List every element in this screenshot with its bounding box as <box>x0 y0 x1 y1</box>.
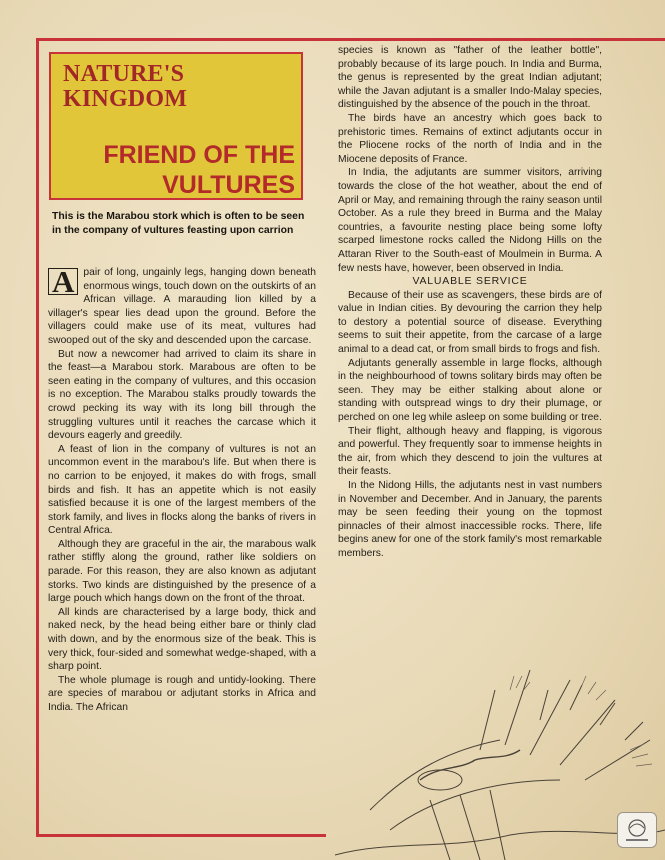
publisher-logo-icon <box>617 812 657 848</box>
stork-sketch-illustration <box>330 630 665 860</box>
paragraph <box>48 266 316 348</box>
paragraph: All kinds are characterised by a large body, thick and naked neck, by the head being either bare or thinly clad with down, and by the enormous size of the beak. This is very thick, four-sided and somewhat wedge-shaped, with a sharp point. <box>48 606 316 673</box>
paragraph: In the Nidong Hills, the adjutants nest in vast numbers in November and December. And in January, the parents may be seen feeding their young on the topmost pinnacles of their almost inaccessible rocks. There, life begins anew for one of the stork family's most remarkable members. <box>338 480 602 559</box>
paragraph: Because of their use as scavengers, these birds are of value in Indian cities. By devouring the carrion they help to destory a potential source of disease. Everything seems to suit their appetite, from the carcase of a large animal to a dead cat, or from small birds to frogs and fish. <box>338 289 602 356</box>
section-title: NATURE'S KINGDOM <box>63 61 188 112</box>
paragraph: In India, the adjutants are summer visitors, arriving towards the close of the hot weather, about the end of April or May, and remaining through the rainy season until October. As a rule they breed in Burma and the Malay countries, a favourite nesting place being some lofty scarped limestone rocks called the Nidong Hills on the Attaran River to the South-east of Moulmein in Burma. A few nests have, however, been observed in India. <box>338 167 602 274</box>
paragraph: The whole plumage is rough and untidy-looking. There are species of marabou or adjutant storks in Africa and India. The African <box>48 674 316 713</box>
paragraph-text: pair of long, ungainly legs, hanging down beneath enormous wings, touch down on the outskirts of an African village. A marauding lion killed by a villager's spear lies dead upon the ground. Before the villagers could make use of its meat, vultures had swooped out of the sky and descended upon the carcase. <box>48 267 316 346</box>
paragraph: Although they are graceful in the air, the marabous walk rather stiffly along the ground, rather like soldiers on parade. For this reason, they are also known as adjutant storks. Two kinds are distinguished by the presence of a large pouch which hangs down on the front of the throat. <box>48 538 316 605</box>
photo-caption: This is the Marabou stork which is often to be seen in the company of vultures feasting upon carrion <box>52 211 305 236</box>
paragraph: The birds have an ancestry which goes back to prehistoric times. Remains of extinct adjutants occur in the Pliocene rocks of the north of India and in the Miocene deposits of France. <box>338 112 602 165</box>
paragraph: Adjutants generally assemble in large flocks, although in the neighbourhood of towns solitary birds may often be seen. They may be either stalking about alone or standing with outspread wings to dry their plumage, or perched on one leg while asleep on some building or tree. <box>338 357 602 424</box>
paragraph: species is known as "father of the leather bottle", probably because of its large pouch. In India and Burma, the genus is represented by the great Indian adjutant; while the Javan adjutant is a smaller Indo-Malay species, distinguished by the absence of the pouch in the throat. <box>338 45 602 111</box>
red-border-top <box>36 38 665 41</box>
red-border-bottom <box>36 834 326 837</box>
right-column <box>338 44 602 561</box>
paragraph: Their flight, although heavy and flapping, is vigorous and powerful. They frequently soar to immense heights in the air, from which they descend to join the vultures at their feasts. <box>338 425 602 478</box>
title-box <box>49 52 303 200</box>
paragraph: A feast of lion in the company of vultures is not an uncommon event in the marabou's life. But when there is no carrion to be enjoyed, it makes do with frogs, small birds and fish. It has an appetite which is not easily satisfied because it is one of the largest members of the stork family, and lives in flocks along the banks of rivers in Central Africa. <box>48 443 316 537</box>
subheading: VALUABLE SERVICE <box>412 275 528 288</box>
left-column <box>48 266 316 715</box>
drop-cap: A <box>48 268 78 295</box>
red-border-left <box>36 38 39 836</box>
paragraph: But now a newcomer had arrived to claim its share in the feast—a Marabou stork. Marabous are often to be seen eating in the company of vultures, and this occasion is no exception. The Marabou stalks proudly towards the crowd pecking its way with its long bill through the struggling vultures until it reaches the carcase which it devours eagerly and greedily. <box>48 348 316 442</box>
headline: FRIEND OF THE VULTURES <box>103 141 295 199</box>
